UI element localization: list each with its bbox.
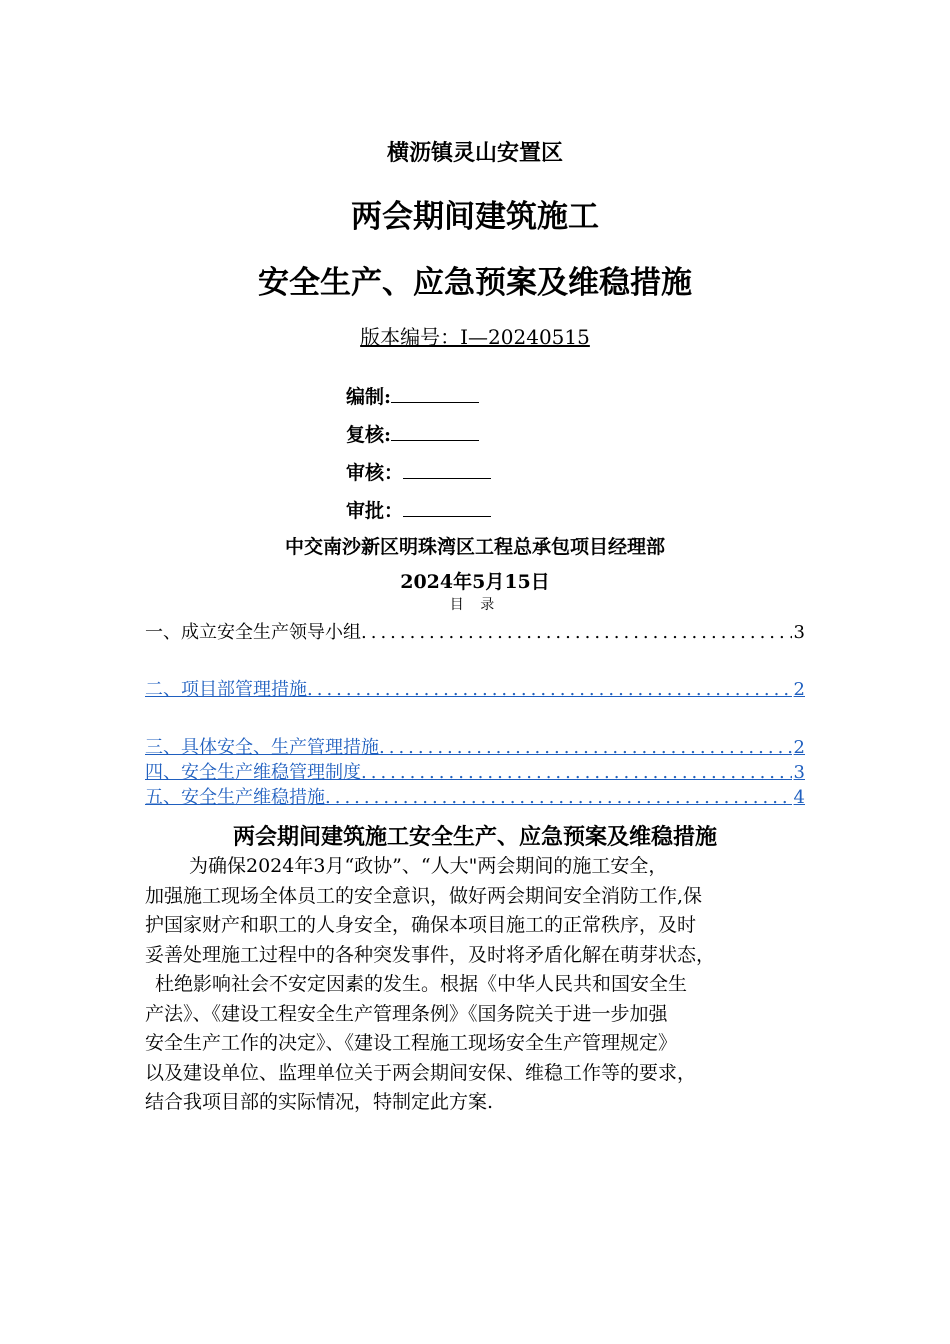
paragraph-line: 以及建设单位、监理单位关于两会期间安保、维稳工作等的要求， bbox=[145, 1061, 697, 1084]
toc-item-label: 一、成立安全生产领导小组 bbox=[145, 622, 361, 642]
paragraph-line: 产法》、《建设工程安全生产管理条例》《国务院关于进一步加强 bbox=[145, 1002, 668, 1025]
paragraph-line: 安全生产工作的决定》、《建设工程施工现场安全生产管理规定》 bbox=[145, 1032, 678, 1054]
toc-item-page: 3 bbox=[793, 762, 805, 782]
signoff-review bbox=[346, 420, 479, 447]
toc-item-page: 4 bbox=[793, 787, 805, 807]
paragraph-line: 妥善处理施工过程中的各种突发事件，及时将矛盾化解在萌芽状态， bbox=[145, 943, 716, 966]
organization-name: 横沥镇灵山安置区 bbox=[386, 140, 563, 166]
paragraph-line: 结合我项目部的实际情况，特制定此方案. bbox=[145, 1091, 494, 1113]
document-title-line1: 两会期间建筑施工 bbox=[351, 199, 599, 235]
toc-item-label: 五、安全生产维稳措施 bbox=[145, 787, 325, 807]
toc-item-3[interactable] bbox=[145, 733, 805, 757]
signoff-approve-blank bbox=[403, 498, 491, 517]
toc-leader bbox=[325, 787, 792, 807]
toc-item-4[interactable] bbox=[145, 758, 805, 782]
document-title-line2: 安全生产、应急预案及维稳措施 bbox=[258, 265, 692, 301]
paragraph-line: 为确保2024年3月“政协”、“人大"两会期间的施工安全， bbox=[189, 855, 668, 877]
version-number bbox=[0, 321, 950, 350]
toc-item-page: 2 bbox=[793, 737, 805, 757]
paragraph-line: 杜绝影响社会不安定因素的发生。根据《中华人民共和国安全生 bbox=[155, 973, 688, 995]
toc-leader bbox=[361, 762, 792, 782]
signoff-audit bbox=[346, 458, 491, 485]
toc-leader bbox=[361, 622, 792, 642]
toc-item-label: 二、项目部管理措施 bbox=[145, 679, 307, 699]
signoff-compile-label: 编制: bbox=[346, 386, 392, 408]
signoff-audit-blank bbox=[403, 460, 491, 479]
toc-item-2[interactable] bbox=[145, 675, 805, 699]
signoff-review-label: 复核: bbox=[346, 424, 392, 446]
toc-item-page: 2 bbox=[793, 679, 805, 699]
signoff-compile bbox=[346, 382, 479, 409]
signoff-approve bbox=[346, 496, 491, 523]
version-text: 版本编号：Ⅰ—20240515 bbox=[360, 325, 590, 349]
paragraph-line: 加强施工现场全体员工的安全意识，做好两会期间安全消防工作,保 bbox=[145, 884, 703, 907]
toc-heading: 目 录 bbox=[449, 597, 501, 613]
signoff-compile-blank bbox=[391, 384, 479, 403]
document-date: 2024年5月15日 bbox=[400, 571, 550, 593]
paragraph-line: 护国家财产和职工的人身安全，确保本项目施工的正常秩序，及时 bbox=[145, 914, 697, 936]
toc-leader bbox=[307, 679, 792, 699]
section-title: 两会期间建筑施工安全生产、应急预案及维稳措施 bbox=[232, 824, 717, 850]
signoff-review-blank bbox=[391, 422, 479, 441]
body-paragraph bbox=[145, 852, 810, 1118]
company-name: 中交南沙新区明珠湾区工程总承包项目经理部 bbox=[284, 536, 665, 558]
signoff-approve-label: 审批： bbox=[346, 500, 404, 522]
toc-item-label: 四、安全生产维稳管理制度 bbox=[145, 762, 361, 782]
toc-item-page: 3 bbox=[793, 622, 805, 642]
toc-leader bbox=[379, 737, 792, 757]
toc-item-1[interactable] bbox=[145, 618, 805, 642]
signoff-audit-label: 审核： bbox=[346, 462, 404, 484]
toc-item-5[interactable] bbox=[145, 783, 805, 807]
toc-item-label: 三、具体安全、生产管理措施 bbox=[145, 737, 379, 757]
